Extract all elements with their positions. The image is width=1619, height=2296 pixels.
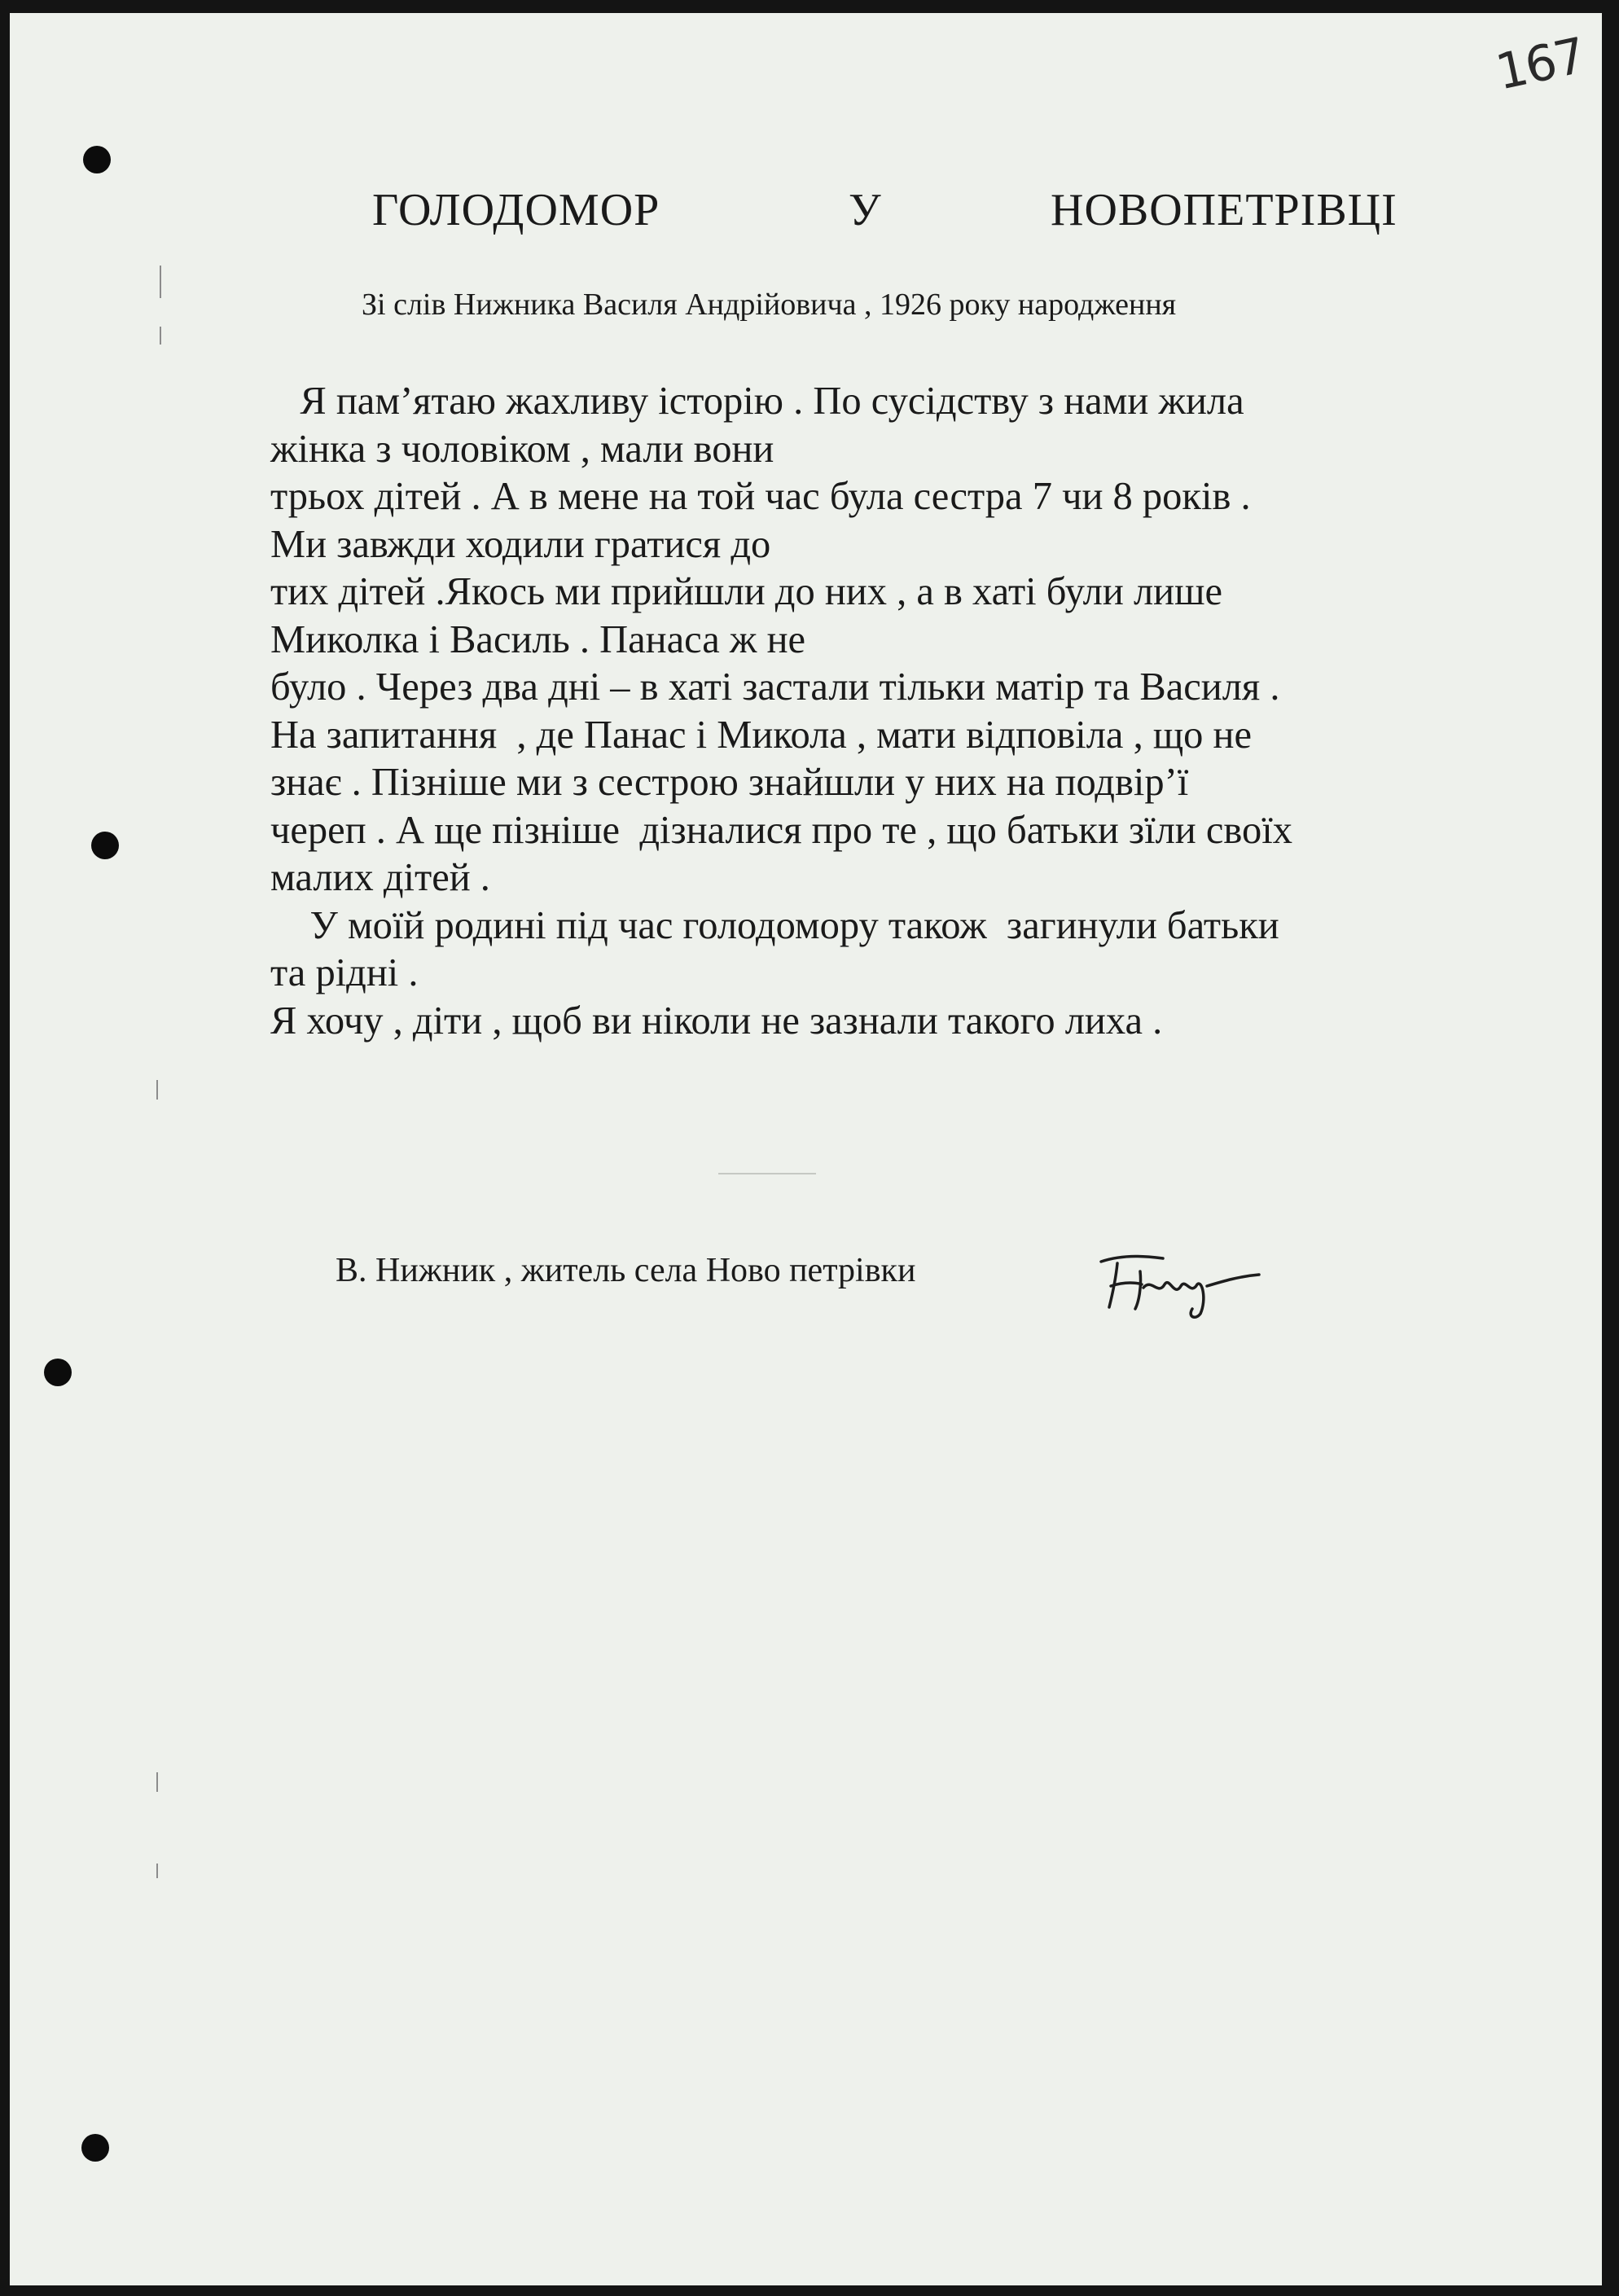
binding-mark [156, 1080, 158, 1100]
body-line: тих дітей .Якось ми прийшли до них , а в хаті були лише [270, 570, 1222, 613]
document-page [10, 13, 1602, 2285]
body-line: На запитання , де Панас і Микола , мати відповіла , що не [270, 713, 1253, 757]
body-line: жінка з чоловіком , мали вони [270, 427, 774, 471]
binding-mark [156, 1772, 158, 1792]
signature-line: В. Нижник , житель села Ново петрівки [336, 1252, 916, 1289]
title-word-novopetrivtsi: НОВОПЕТРІВЦІ [1051, 185, 1397, 235]
body-text [270, 378, 1292, 1045]
body-line: трьох дітей . А в мене на той час була сестра 7 чи 8 років . [270, 475, 1251, 518]
body-line: було . Через два дні – в хаті застали тільки матір та Василя . [270, 665, 1280, 709]
title-word-u: У [849, 185, 882, 235]
binding-mark [160, 266, 161, 298]
signature-icon [1093, 1239, 1264, 1320]
punch-hole [91, 832, 119, 859]
punch-hole [81, 2134, 109, 2162]
body-line: Миколка і Василь . Панаса ж не [270, 617, 806, 661]
page-number: 167 [1490, 27, 1590, 102]
title-word-holodomor: ГОЛОДОМОР [372, 185, 660, 235]
body-line: знає . Пізніше ми з сестрою знайшли у них на подвір’ї [270, 761, 1189, 804]
body-line: та рідні . [270, 951, 419, 994]
divider [718, 1173, 816, 1174]
binding-mark [156, 1864, 158, 1878]
punch-hole [83, 146, 111, 173]
punch-hole [44, 1359, 72, 1386]
body-line: У моїй родині під час голодомору також загинули батьки [270, 903, 1279, 947]
binding-mark [160, 327, 161, 345]
body-line: Ми завжди ходили гратися до [270, 522, 771, 566]
subtitle: Зі слів Нижника Василя Андрійовича , 1926 року народження [362, 288, 1177, 322]
body-line: Я пам’ятаю жахливу історію . По сусідству з нами жила [270, 380, 1244, 423]
body-line: малих дітей . [270, 856, 490, 899]
body-line: Я хочу , діти , щоб ви ніколи не зазнали такого лиха . [270, 999, 1163, 1043]
body-line: череп . А ще пізніше дізналися про те , що батьки зїли своїх [270, 808, 1292, 852]
